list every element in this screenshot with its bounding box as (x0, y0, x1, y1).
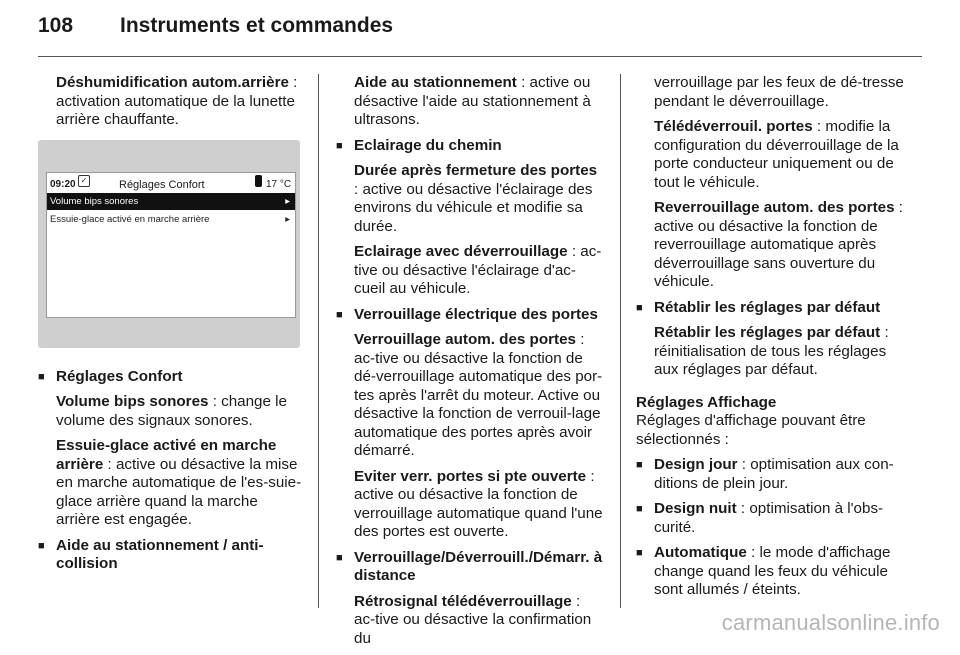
thermometer-icon (255, 175, 262, 187)
bullet-verrouillage: ■ Verrouillage électrique des portes (336, 306, 604, 325)
bullet-design-jour: ■ Design jour : optimisation aux con-ditions de plein jour. (636, 456, 908, 493)
check-icon: ✓ (78, 175, 90, 187)
column-2 (336, 74, 604, 655)
section-heading-affichage: Réglages Affichage (636, 393, 777, 411)
eviter-paragraph: Eviter verr. portes si pte ouverte : active ou désactive la fonction de verrouillage automatique quand l'une des portes est ouverte. (354, 467, 603, 540)
duree-paragraph: Durée après fermeture des portes : active ou désactive l'éclairage des environs du véhicule et modifie sa durée. (354, 162, 598, 235)
screen-title: Réglages Confort (119, 178, 205, 191)
page-title: Instruments et commandes (120, 14, 394, 37)
retablir-paragraph: Rétablir les réglages par défaut : réinitialisation de tous les réglages aux réglages par défaut. (654, 324, 889, 378)
arrow-right-icon: ▸ (285, 213, 290, 225)
column-divider-1 (318, 74, 319, 608)
essuie-paragraph: Essuie-glace activé en marche arrière : active ou désactive la mise en marche automatique de l'es-suie-glace arrière quand la marche arrière est engagée. (56, 437, 302, 528)
header-rule (38, 56, 922, 57)
verr-auto-paragraph: Verrouillage autom. des portes : ac-tive ou désactive la fonction de dé-verrouillage automatique des por-tes après l'arrêt du moteur. Active ou désactive la fonction de verrouil-lage automatique des portes après avoir démarré. (354, 331, 603, 459)
teledev-paragraph: Télédéverrouil. portes : modifie la configuration du déverrouillage de la porte conducteur uniquement ou de tout le véhicule. (654, 118, 899, 191)
temperature: 17 °C (266, 178, 292, 190)
intro-paragraph: Déshumidification autom.arrière : activation automatique de la lunette arrière chauffante. (56, 74, 298, 128)
menu-item-volume[interactable]: Volume bips sonores ▸ (47, 193, 295, 210)
clock-time: 09:20 (50, 178, 76, 190)
cont-paragraph: verrouillage par les feux de dé-tresse pendant le déverrouillage. (654, 74, 904, 110)
bullet-design-nuit: ■ Design nuit : optimisation à l'obs-curité. (636, 500, 908, 537)
volume-paragraph: Volume bips sonores : change le volume des signaux sonores. (56, 393, 287, 429)
column-1 (38, 74, 304, 581)
status-bar (47, 173, 295, 191)
aide-paragraph: Aide au stationnement : active ou désactive l'aide au stationnement à ultrasons. (354, 74, 591, 128)
reverr-paragraph: Reverrouillage autom. des portes : active ou désactive la fonction de reverrouillage automatique après déverrouillage sans ouverture du véhicule. (654, 199, 903, 290)
page-header (38, 14, 393, 38)
bullet-retablir: ■ Rétablir les réglages par défaut (636, 299, 908, 318)
bullet-automatique: ■ Automatique : le mode d'affichage change quand les feux du véhicule sont allumés / éteints. (636, 544, 908, 600)
bullet-reglages-confort: ■ Réglages Confort (38, 368, 304, 387)
display-screenshot (38, 140, 300, 348)
bullet-distance: ■ Verrouillage/Déverrouill./Démarr. à distance (336, 549, 604, 586)
page-number: 108 (38, 14, 74, 37)
lcd-display (46, 172, 296, 318)
column-divider-2 (620, 74, 621, 608)
menu-item-essuie-glace[interactable]: Essuie-glace activé en marche arrière ▸ (47, 211, 295, 228)
column-3 (636, 74, 908, 607)
watermark: carmanualsonline.info (721, 610, 940, 635)
affichage-paragraph: Réglages d'affichage pouvant être sélectionnés : (636, 412, 866, 448)
bullet-eclairage: ■ Eclairage du chemin (336, 137, 604, 156)
eclairage-dev-paragraph: Eclairage avec déverrouillage : ac-tive ou désactive l'éclairage d'ac-cueil au véhicule. (354, 243, 602, 297)
retro-paragraph: Rétrosignal télédéverrouillage : ac-tive ou désactive la confirmation du (354, 592, 592, 647)
bullet-aide-stationnement: ■ Aide au stationnement / anti-collision (38, 537, 304, 574)
arrow-right-icon: ▸ (285, 195, 290, 207)
